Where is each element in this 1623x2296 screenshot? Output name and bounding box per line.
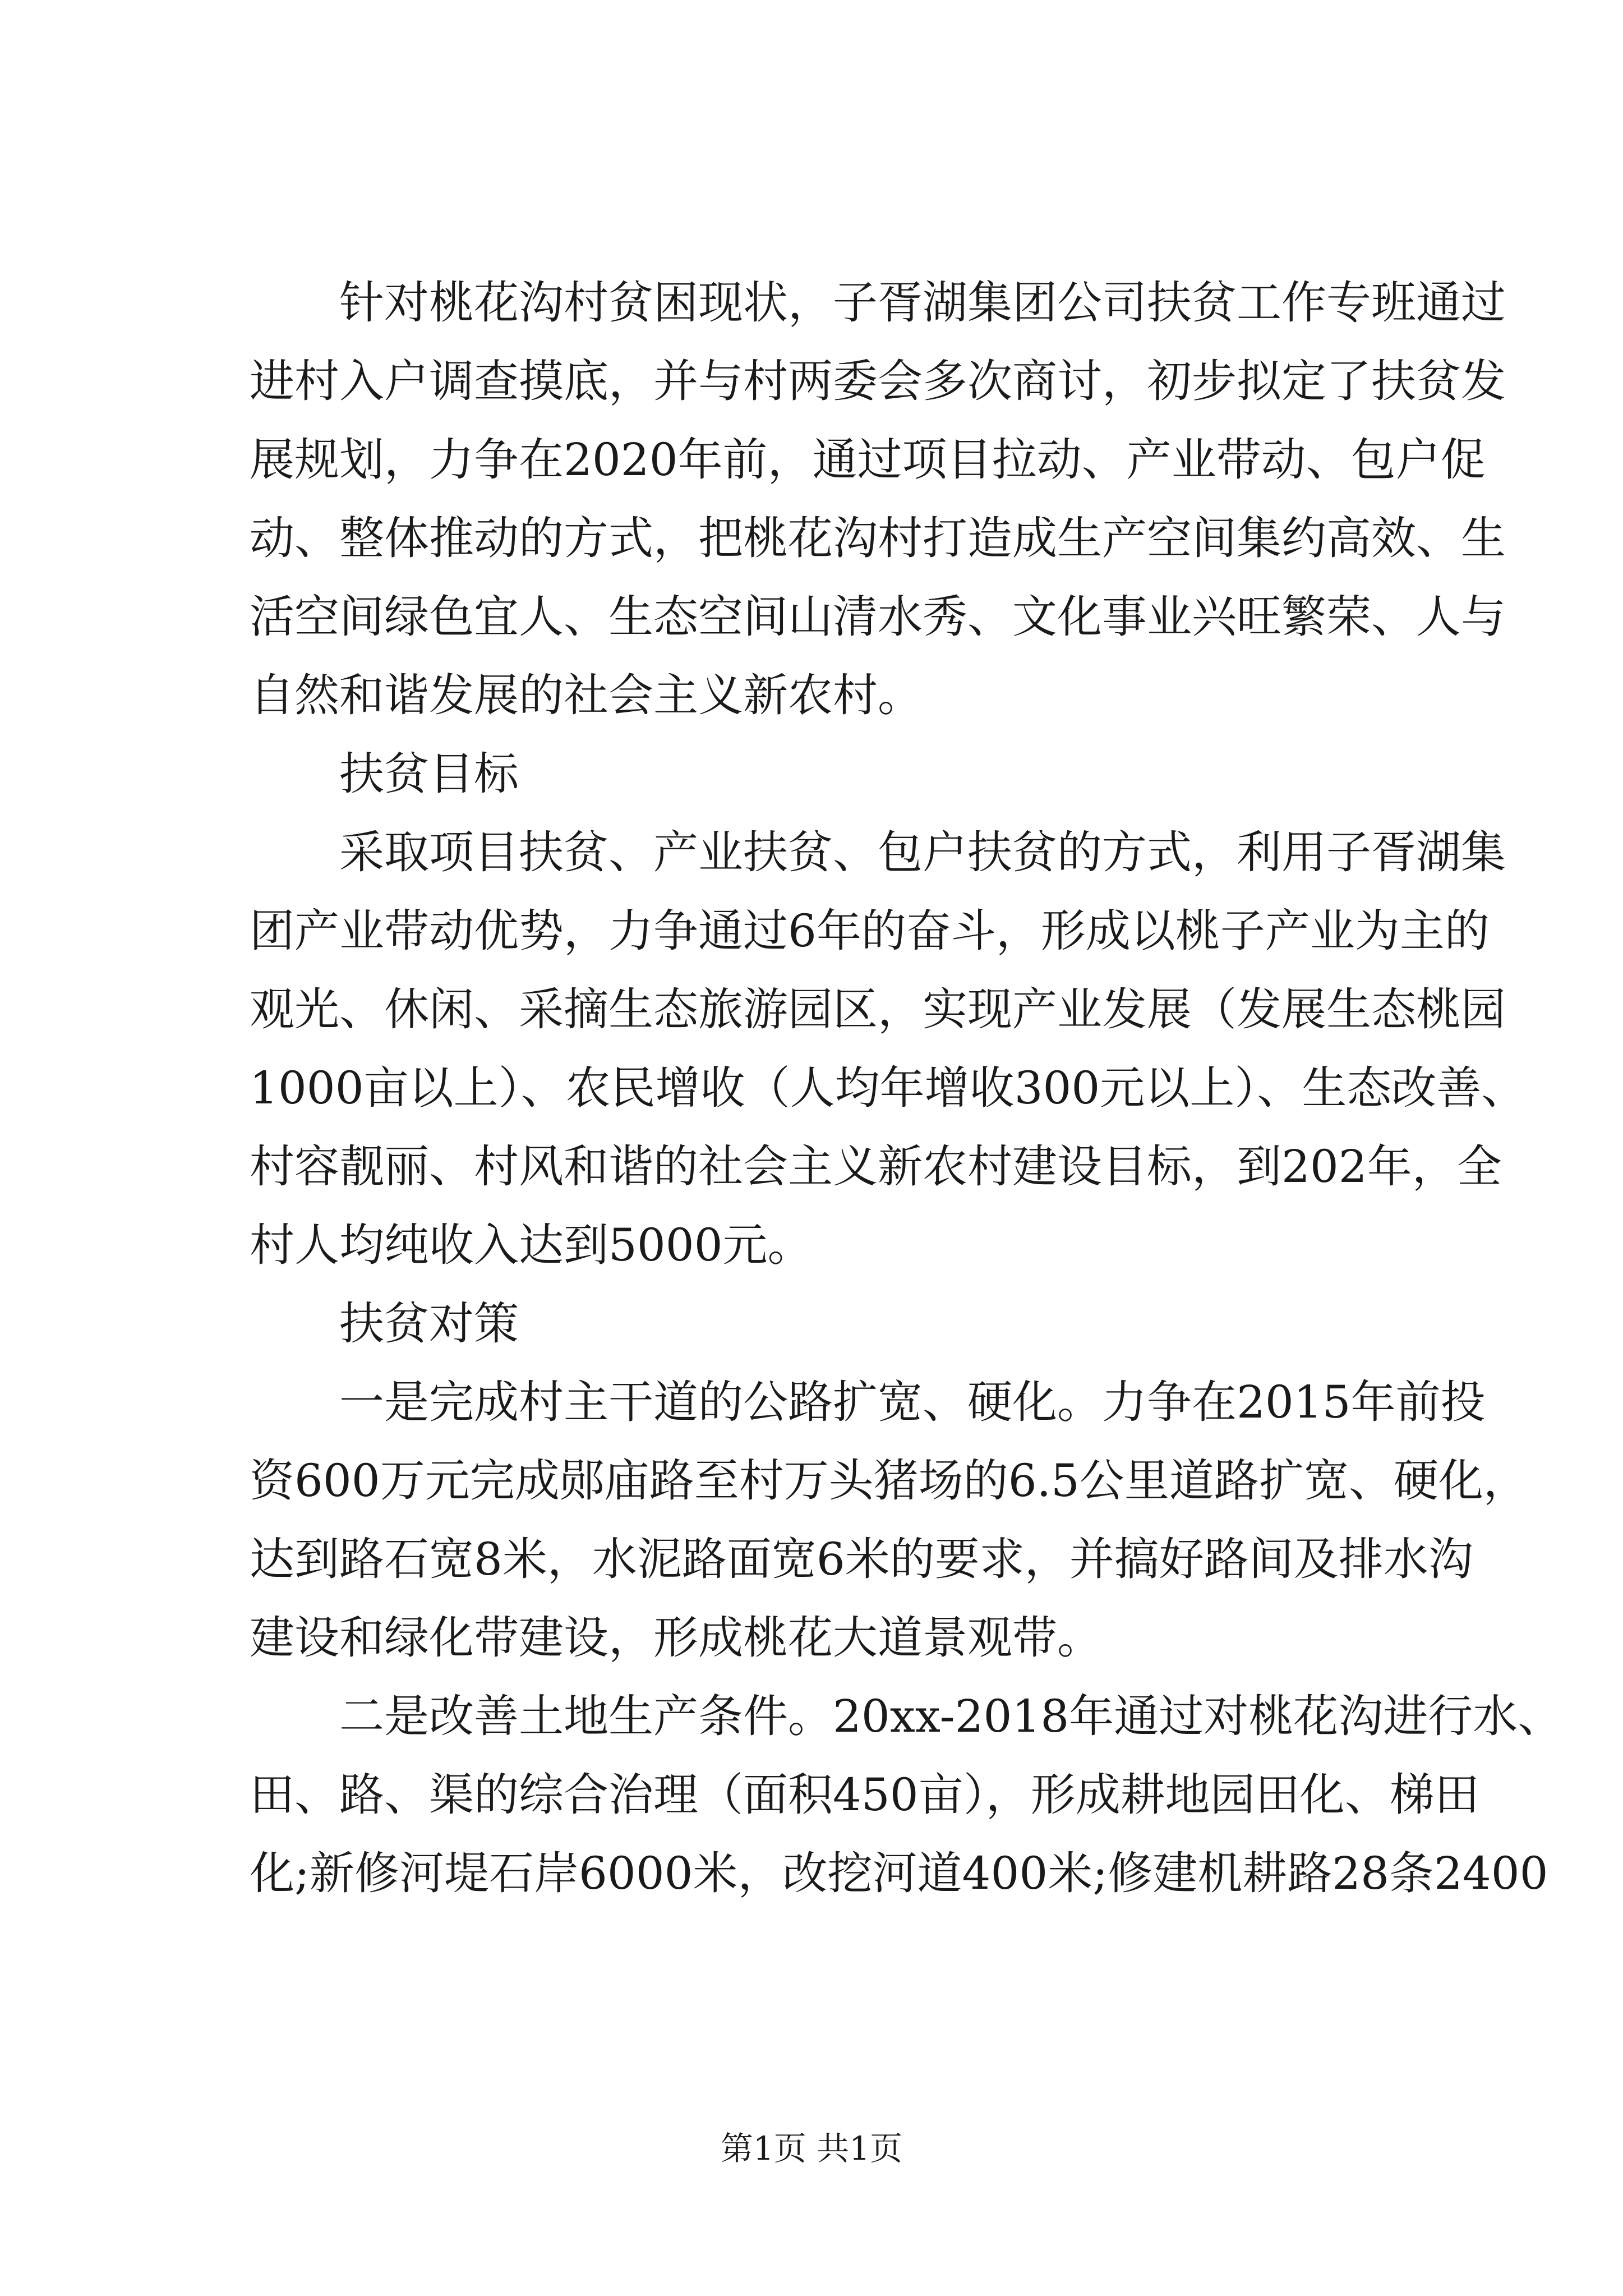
paragraph-3-line-1: 一是完成村主干道的公路扩宽、硬化。力争在2015年前投 bbox=[339, 1376, 1486, 1428]
paragraph-2-line-1: 采取项目扶贫、产业扶贫、包户扶贫的方式，利用子胥湖集 bbox=[339, 826, 1506, 878]
paragraph-4-line-3: 化;新修河堤石岸6000米，改挖河道400米;修建机耕路28条2400 bbox=[250, 1847, 1548, 1899]
paragraph-1-line-1: 针对桃花沟村贫困现状，子胥湖集团公司扶贫工作专班通过 bbox=[339, 277, 1506, 329]
paragraph-4-line-2: 田、路、渠的综合治理（面积450亩），形成耕地园田化、梯田 bbox=[250, 1769, 1479, 1821]
paragraph-2-line-4: 1000亩以上）、农民增收（人均年增收300元以上）、生态改善、 bbox=[250, 1062, 1527, 1114]
paragraph-2-line-3: 观光、休闲、采摘生态旅游园区，实现产业发展（发展生态桃园 bbox=[250, 983, 1506, 1036]
paragraph-4-line-1: 二是改善土地生产条件。20xx-2018年通过对桃花沟进行水、 bbox=[339, 1690, 1563, 1742]
section-heading-measures: 扶贫对策 bbox=[339, 1297, 519, 1350]
paragraph-1-line-2: 进村入户调查摸底，并与村两委会多次商讨，初步拟定了扶贫发 bbox=[250, 355, 1506, 407]
paragraph-1-line-6: 自然和谐发展的社会主义新农村。 bbox=[250, 669, 923, 721]
paragraph-2-line-2: 团产业带动优势，力争通过6年的奋斗，形成以桃子产业为主的 bbox=[250, 905, 1490, 957]
paragraph-3-line-3: 达到路石宽8米，水泥路面宽6米的要求，并搞好路间及排水沟 bbox=[250, 1533, 1473, 1585]
page-footer: 第1页 共1页 bbox=[720, 2129, 903, 2168]
section-heading-goals: 扶贫目标 bbox=[339, 748, 519, 800]
paragraph-1-line-4: 动、整体推动的方式，把桃花沟村打造成生产空间集约高效、生 bbox=[250, 512, 1506, 564]
paragraph-3-line-4: 建设和绿化带建设，形成桃花大道景观带。 bbox=[250, 1612, 1102, 1664]
paragraph-2-line-5: 村容靓丽、村风和谐的社会主义新农村建设目标，到202年，全 bbox=[250, 1140, 1502, 1193]
paragraph-3-line-2: 资600万元完成郧庙路至村万头猪场的6.5公里道路扩宽、硬化， bbox=[250, 1455, 1528, 1507]
paragraph-2-line-6: 村人均纯收入达到5000元。 bbox=[250, 1219, 813, 1271]
paragraph-1-line-5: 活空间绿色宜人、生态空间山清水秀、文化事业兴旺繁荣、人与 bbox=[250, 591, 1506, 643]
paragraph-1-line-3: 展规划，力争在2020年前，通过项目拉动、产业带动、包户促 bbox=[250, 434, 1486, 486]
